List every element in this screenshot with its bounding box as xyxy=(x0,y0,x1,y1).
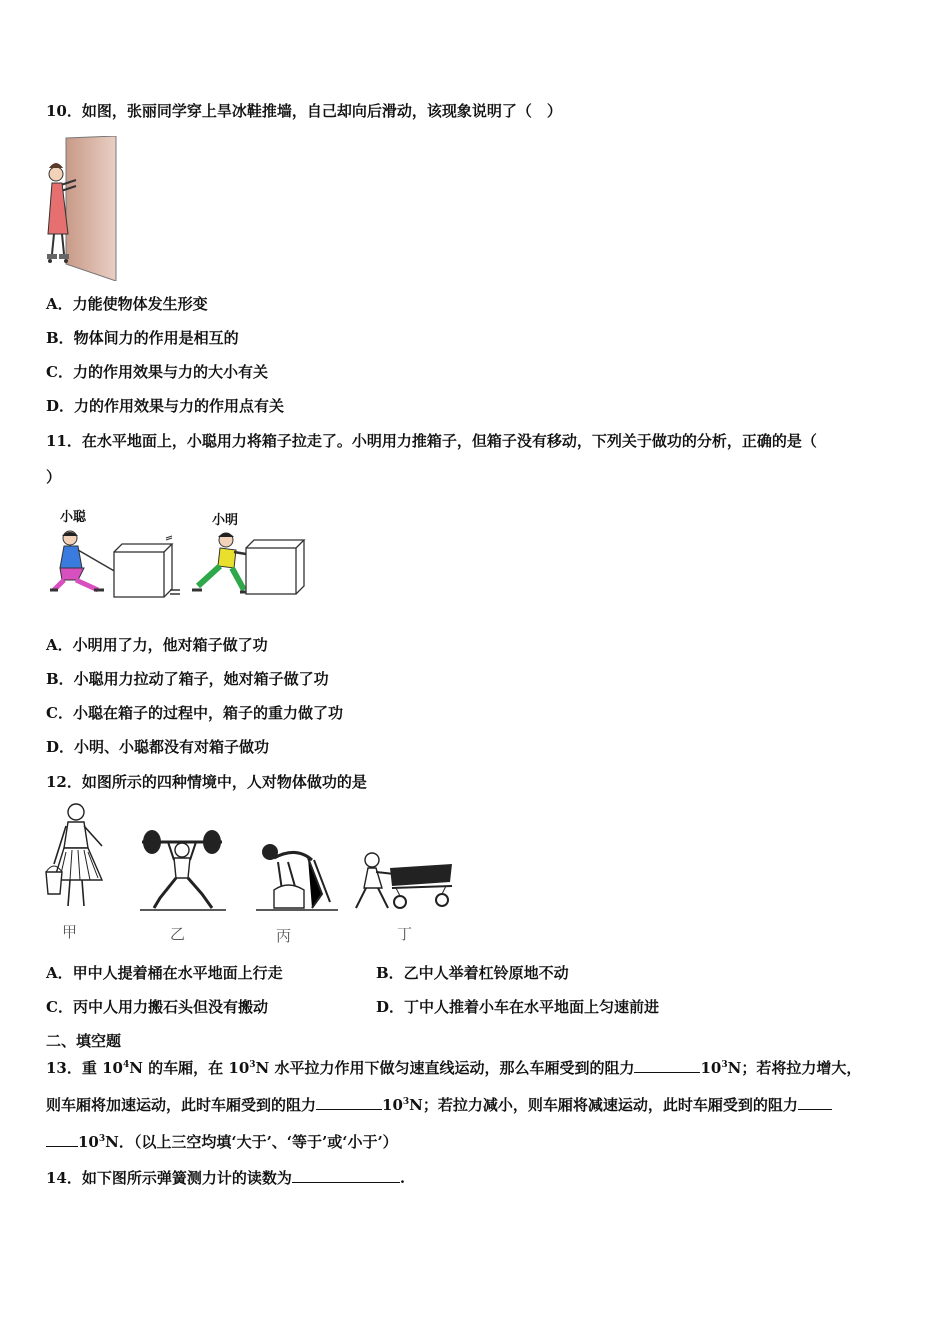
q13-blank-2[interactable] xyxy=(316,1094,382,1110)
q12-option-c: C．丙中人用力搬石头但没有搬动 xyxy=(46,998,268,1016)
q10-option-a: A．力能使物体发生形变 xyxy=(46,295,208,313)
q13-exp-3a: 3 xyxy=(249,1060,256,1070)
q13-text-1: 13．重 10 xyxy=(46,1059,123,1077)
q13-text-5: N；若将拉力增大， xyxy=(727,1059,862,1077)
q13-blank-3-part2[interactable] xyxy=(46,1131,78,1147)
q10-option-d: D．力的作用效果与力的作用点有关 xyxy=(46,397,285,415)
q12-label-ding: 丁 xyxy=(397,925,413,943)
q13-line2 xyxy=(46,1094,832,1115)
q11-figure-pull-push-box xyxy=(48,528,308,600)
section-title-fill-in: 二、填空题 xyxy=(46,1032,122,1050)
q13-line3 xyxy=(46,1131,398,1152)
q13-exp-4: 4 xyxy=(122,1060,130,1070)
q14-blank[interactable] xyxy=(292,1167,400,1183)
q11-stem-continuation: ） xyxy=(46,468,62,486)
q13-exp-3c: 3 xyxy=(402,1097,410,1107)
q12-label-bing: 丙 xyxy=(276,927,292,945)
q11-option-b: B．小聪用力拉动了箱子，她对箱子做了功 xyxy=(46,670,329,688)
q10-option-c: C．力的作用效果与力的大小有关 xyxy=(46,363,268,381)
q12-option-d: D．丁中人推着小车在水平地面上匀速前进 xyxy=(376,998,660,1016)
q13-exp-3d: 3 xyxy=(98,1134,106,1144)
q13-text-l3c: N．（以上三空均填‘大于’、‘等于’或‘小于’） xyxy=(105,1133,398,1151)
q13-text-l2c: N；若拉力减小，则车厢将减速运动，此时车厢受到的阻力 xyxy=(409,1096,798,1114)
q12-label-yi: 乙 xyxy=(170,925,186,943)
q13-text-l2b: 10 xyxy=(382,1096,403,1114)
q14-stem: 14．如下图所示弹簧测力计的读数为 xyxy=(46,1169,292,1187)
q12-option-b: B．乙中人举着杠铃原地不动 xyxy=(376,964,569,982)
q13-text-3: N 水平拉力作用下做匀速直线运动，那么车厢受到的阻力 xyxy=(255,1059,635,1077)
q11-option-a: A．小明用了力，他对箱子做了功 xyxy=(46,636,268,654)
q12-option-a: A．甲中人提着桶在水平地面上行走 xyxy=(46,964,283,982)
q13-exp-3b: 3 xyxy=(721,1060,728,1070)
q13-text-l2a: 则车厢将加速运动，此时车厢受到的阻力 xyxy=(46,1096,317,1114)
q13-text-l3b: 10 xyxy=(78,1133,99,1151)
q10-figure-girl-pushing-wall xyxy=(44,136,124,281)
q13-text-2: N 的车厢，在 10 xyxy=(129,1059,250,1077)
q10-stem: 10．如图，张丽同学穿上旱冰鞋推墙，自己却向后滑动，该现象说明了（ ） xyxy=(46,102,562,120)
q13-blank-3-part1[interactable] xyxy=(798,1094,832,1110)
q11-label-xiaoming: 小明 xyxy=(212,513,239,528)
q11-option-c: C．小聪在箱子的过程中，箱子的重力做了功 xyxy=(46,704,343,722)
q12-label-jia: 甲 xyxy=(62,923,78,941)
q11-label-xiaocong: 小聪 xyxy=(60,510,87,525)
q13-line1 xyxy=(46,1057,861,1078)
q14-line xyxy=(46,1167,405,1188)
q13-blank-1[interactable] xyxy=(634,1057,700,1073)
q11-stem: 11．在水平地面上，小聪用力将箱子拉走了。小明用力推箱子，但箱子没有移动，下列关于做功的分析，正确的是（ xyxy=(46,432,817,450)
q14-end: . xyxy=(399,1169,406,1187)
q12-stem: 12．如图所示的四种情境中，人对物体做功的是 xyxy=(46,773,367,791)
q12-figure-four-scenes xyxy=(42,802,462,917)
q11-option-d: D．小明、小聪都没有对箱子做功 xyxy=(46,738,270,756)
q13-text-4: 10 xyxy=(700,1059,722,1077)
q10-option-b: B．物体间力的作用是相互的 xyxy=(46,329,239,347)
